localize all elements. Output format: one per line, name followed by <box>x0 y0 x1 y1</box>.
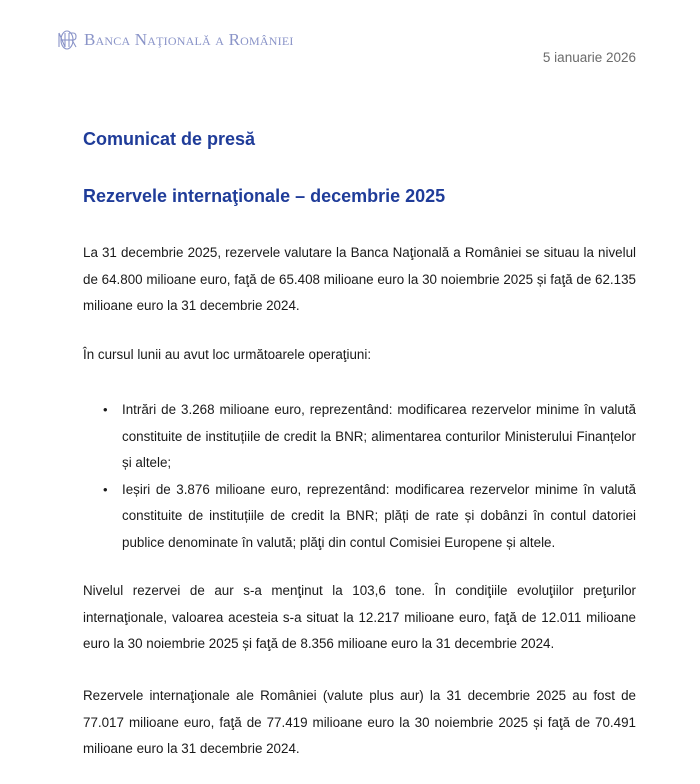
operations-list <box>83 397 636 556</box>
bank-header <box>56 29 294 51</box>
release-subject-title: Rezervele internaţionale – decembrie 2025 <box>83 186 446 206</box>
list-item-outflows <box>83 477 636 557</box>
total-reserves-paragraph: Rezervele internaţionale ale României (valute plus aur) la 31 decembrie 2025 au fost de 77.017 milioane euro, faţă de 77.419 milioane euro la 30 noiembrie 2025 și faţă de 70.491 milioane euro la 31 decembrie 2024. <box>83 688 636 756</box>
release-date: 5 ianuarie 2026 <box>542 50 636 65</box>
bnr-monogram-icon <box>56 29 78 51</box>
bank-name: Banca Naţională a României <box>84 30 294 49</box>
page-title: Comunicat de presă <box>83 129 256 149</box>
list-item-text: Ieșiri de 3.876 milioane euro, reprezentând: modificarea rezervelor minime în valută constituite de instituțiile de credit la BNR; plăți de rate și dobânzi în contul datoriei publice denominate în valută; plăţi din contul Comisiei Europene și altele. <box>122 481 636 550</box>
currency-reserves-paragraph: La 31 decembrie 2025, rezervele valutare la Banca Naţională a României se situau la nivelul de 64.800 milioane euro, faţă de 65.408 milioane euro la 30 noiembrie 2025 și faţă de 62.135 milioane euro la 31 decembrie 2024. <box>83 245 636 313</box>
bullet-icon: • <box>103 481 108 497</box>
gold-reserves-paragraph: Nivelul rezervei de aur s-a menţinut la 103,6 tone. În condiţiile evoluţiilor preţurilor internaţionale, valoarea acesteia s-a situat la 12.217 milioane euro, faţă de 12.011 milioane euro la 30 noiembrie 2025 și faţă de 8.356 milioane euro la 31 decembrie 2024. <box>83 583 636 651</box>
operations-intro-paragraph: În cursul lunii au avut loc următoarele operaţiuni: <box>83 347 372 362</box>
bullet-icon: • <box>103 402 108 417</box>
list-item-inflows <box>83 397 636 477</box>
list-item-text: Intrări de 3.268 milioane euro, reprezentând: modificarea rezervelor minime în valută constituite de instituțiile de credit la BNR; alimentarea conturilor Ministerului Finanțelor și altele; <box>122 402 636 470</box>
